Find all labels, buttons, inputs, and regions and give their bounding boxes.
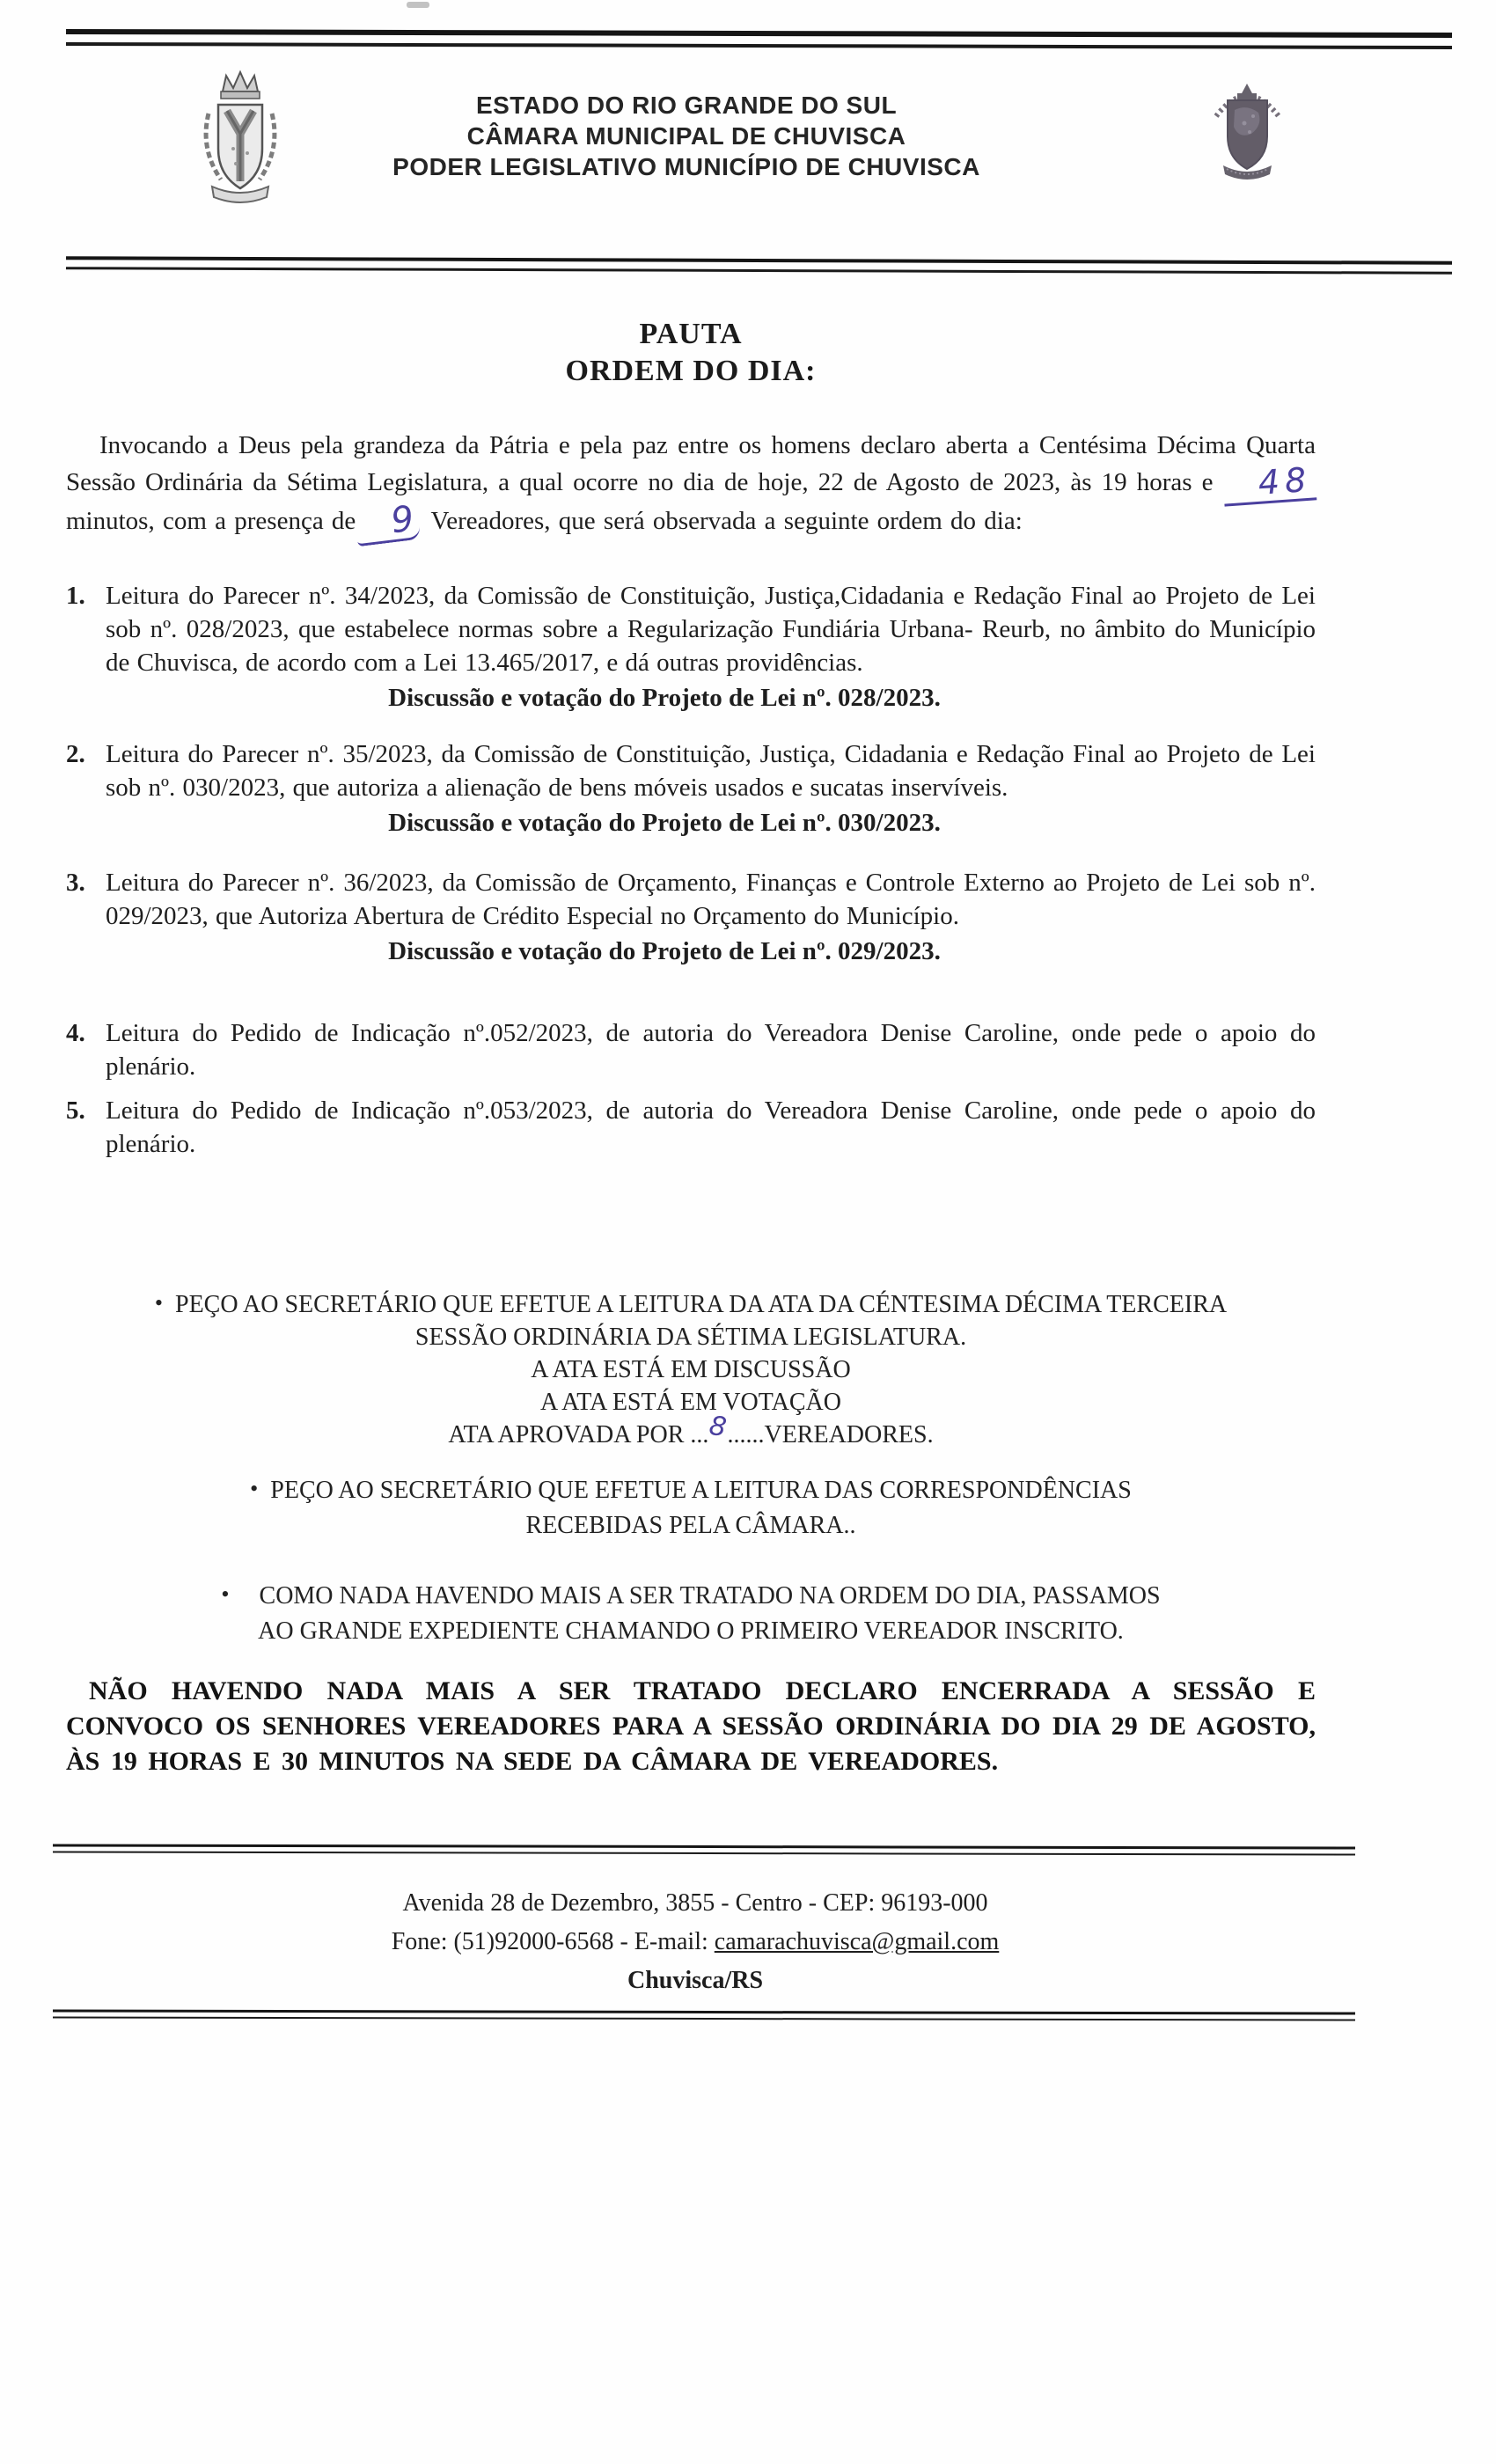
item-number: 1. [66, 582, 85, 610]
header-bottom-double-rule [66, 256, 1452, 274]
footer-top-double-rule [53, 1844, 1355, 1855]
agenda-item-4 [66, 1016, 1316, 1083]
ata-line-4: A ATA ESTÁ EM VOTAÇÃO [540, 1389, 841, 1416]
agenda-list [66, 579, 1316, 1161]
ata-line-5: ATA APROVADA POR ...8......VEREADORES. [448, 1410, 934, 1448]
document-header [0, 65, 1496, 219]
bullet-icon: • [154, 1290, 163, 1316]
handwritten-minutes: 48 [1221, 462, 1316, 506]
document-title [66, 316, 1316, 390]
municipal-coat-of-arms-icon [196, 65, 284, 210]
header-line-poder: PODER LEGISLATIVO MUNICÍPIO DE CHUVISCA [392, 153, 980, 180]
bullet-icon: • [250, 1476, 259, 1501]
expediente-line-1: • COMO NADA HAVENDO MAIS A SER TRATADO NA ORDEM DO DIA, PASSAMOS [66, 1579, 1316, 1614]
ata-line-1: • PEÇO AO SECRETÁRIO QUE EFETUE A LEITURA DA ATA DA CÉNTESIMA DÉCIMA TERCEIRA [66, 1288, 1316, 1321]
intro-text-1: Invocando a Deus pela grandeza da Pátria e pela paz entre os homens declaro aberta a Centésima Décima Quarta Sessão Ordinária da Sétima Legislatura, a qual ocorre no dia de hoje, 22 de Agosto de 2023, às 19 horas e [66, 431, 1316, 496]
expediente-line-2: AO GRANDE EXPEDIENTE CHAMANDO O PRIMEIRO VEREADOR INSCRITO. [258, 1617, 1124, 1645]
item-number: 5. [66, 1096, 85, 1125]
handwritten-approved-count: 8 [707, 1410, 730, 1444]
item-text: Leitura do Parecer nº. 36/2023, da Comissão de Orçamento, Finanças e Controle Externo ao Projeto de Lei sob nº. 029/2023, que Autoriza Abertura de Crédito Especial no Orçamento do Município. [106, 869, 1316, 930]
top-double-rule [66, 29, 1452, 49]
item-text: Leitura do Parecer nº. 35/2023, da Comissão de Constituição, Justiça, Cidadania e Redação Final ao Projeto de Lei sob nº. 030/2023, que autoriza a alienação de bens móveis usados e sucatas inservíveis. [106, 740, 1316, 802]
correspondence-line-2: RECEBIDAS PELA CÂMARA.. [525, 1512, 856, 1539]
item-text: Leitura do Pedido de Indicação nº.053/2023, de autoria do Vereadora Denise Caroline, onde pede o apoio do plenário. [106, 1096, 1316, 1158]
header-line-camara: CÂMARA MUNICIPAL DE CHUVISCA [466, 122, 906, 150]
ata-line-3: A ATA ESTÁ EM DISCUSSÃO [531, 1356, 851, 1383]
agenda-item-3 [66, 866, 1316, 968]
agenda-item-1 [66, 579, 1316, 715]
bullet-icon: • [221, 1581, 230, 1607]
scan-artifact [407, 2, 429, 8]
ata-line-2: SESSÃO ORDINÁRIA DA SÉTIMA LEGISLATURA. [414, 1324, 967, 1351]
footer-block [53, 1884, 1338, 2000]
agenda-item-2 [66, 737, 1316, 840]
footer-email: camarachuvisca@gmail.com [714, 1928, 1000, 1955]
footer-address: Avenida 28 de Dezembro, 3855 - Centro - CEP: 96193-000 [402, 1889, 988, 1917]
item-number: 4. [66, 1019, 85, 1047]
title-pauta: PAUTA [639, 318, 743, 350]
footer-city: Chuvisca/RS [627, 1967, 764, 1994]
opening-paragraph [66, 429, 1316, 542]
title-ordem-do-dia: ORDEM DO DIA: [565, 355, 817, 387]
item-number: 3. [66, 869, 85, 897]
footer-contact: Fone: (51)92000-6568 - E-mail: camarachuvisca@gmail.com [391, 1928, 1000, 1955]
header-title-block [282, 90, 1091, 182]
handwritten-vereadores-count: 9 [354, 501, 422, 547]
item-text: Leitura do Parecer nº. 34/2023, da Comissão de Constituição, Justiça,Cidadania e Redação Final ao Projeto de Lei sob nº. 028/2023, que estabelece normas sobre a Regularização Fundiária Urbana- Reurb, no âmbito do Município de Chuvisca, de acordo com a Lei 13.465/2017, e dá outras providências. [106, 582, 1316, 677]
agenda-item-5 [66, 1094, 1316, 1161]
item-resolution: Discussão e votação do Projeto de Lei nº. 028/2023. [388, 684, 941, 712]
header-line-state: ESTADO DO RIO GRANDE DO SUL [475, 92, 898, 119]
item-resolution: Discussão e votação do Projeto de Lei nº. 029/2023. [388, 937, 941, 965]
closing-paragraph: NÃO HAVENDO NADA MAIS A SER TRATADO DECLARO ENCERRADA A SESSÃO E CONVOCO OS SENHORES VEREADORES PARA A SESSÃO ORDINÁRIA DO DIA 29 DE AGOSTO, ÀS 19 HORAS E 30 MINUTOS NA SEDE DA CÂMARA DE VEREADORES. [66, 1676, 1316, 1776]
intro-text-3: Vereadores, que será observada a seguinte ordem do dia: [422, 507, 1023, 535]
item-number: 2. [66, 740, 85, 768]
footer-bottom-double-rule [53, 2009, 1355, 2020]
item-resolution: Discussão e votação do Projeto de Lei nº. 030/2023. [388, 809, 941, 837]
correspondence-section [66, 1473, 1316, 1544]
item-text: Leitura do Pedido de Indicação nº.052/2023, de autoria do Vereadora Denise Caroline, onde pede o apoio do plenário. [106, 1019, 1316, 1081]
correspondence-line-1: • PEÇO AO SECRETÁRIO QUE EFETUE A LEITURA DAS CORRESPONDÊNCIAS [66, 1473, 1316, 1508]
grande-expediente-section [66, 1579, 1316, 1649]
intro-text-2: minutos, com a presença de [66, 507, 356, 535]
camara-seal-stamp-icon [1206, 70, 1289, 185]
ata-reading-section [66, 1288, 1316, 1451]
